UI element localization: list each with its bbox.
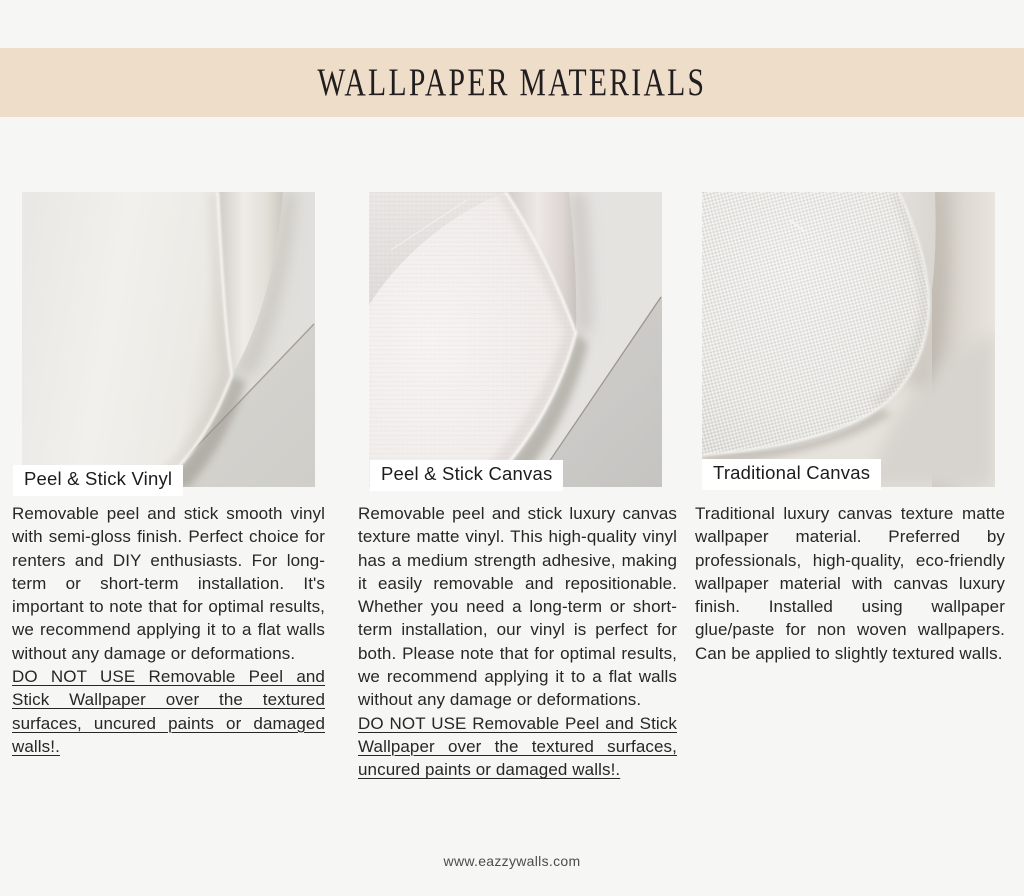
material-column-canvas-vinyl [358,192,677,782]
page-title: WALLPAPER MATERIALS [317,61,707,104]
material-warning: DO NOT USE Removable Peel and Stick Wallpaper over the textured surfaces, uncured paints or damaged walls!. [12,667,325,756]
material-label: Peel & Stick Canvas [370,460,563,491]
material-label: Traditional Canvas [702,459,881,490]
material-text-block [695,502,1005,665]
material-column-traditional-canvas [695,192,1005,665]
material-text-block [12,502,325,758]
material-warning: DO NOT USE Removable Peel and Stick Wallpaper over the textured surfaces, uncured paints or damaged walls!. [358,713,677,780]
traditional-canvas-photo [702,192,995,487]
material-description: Removable peel and stick luxury canvas texture matte vinyl. This high-quality vinyl has a medium strength adhesive, making it easily removable and repositionable. Whether you need a long-term or short-term installation, our vinyl is perfect for both. Please note that for optimal results, we recommend applying it to a flat walls without any damage or deformations. [358,504,677,710]
header-band [0,48,1024,117]
smooth-vinyl-photo [22,192,315,487]
material-column-vinyl [12,192,325,758]
website-url: www.eazzywalls.com [443,853,581,869]
material-description: Traditional luxury canvas texture matte wallpaper material. Preferred by professionals, high-quality, eco-friendly wallpaper material with canvas luxury finish. Installed using wallpaper glue/paste for non woven wallpapers. Can be applied to slightly textured walls. [695,504,1005,663]
material-label: Peel & Stick Vinyl [13,465,183,496]
canvas-vinyl-photo [369,192,662,487]
material-description: Removable peel and stick smooth vinyl with semi-gloss finish. Perfect choice for renters and DIY enthusiasts. For long-term or short-term installation. It's important to note that for optimal results, we recommend applying it to a flat walls without any damage or deformations. [12,504,325,663]
material-text-block [358,502,677,782]
